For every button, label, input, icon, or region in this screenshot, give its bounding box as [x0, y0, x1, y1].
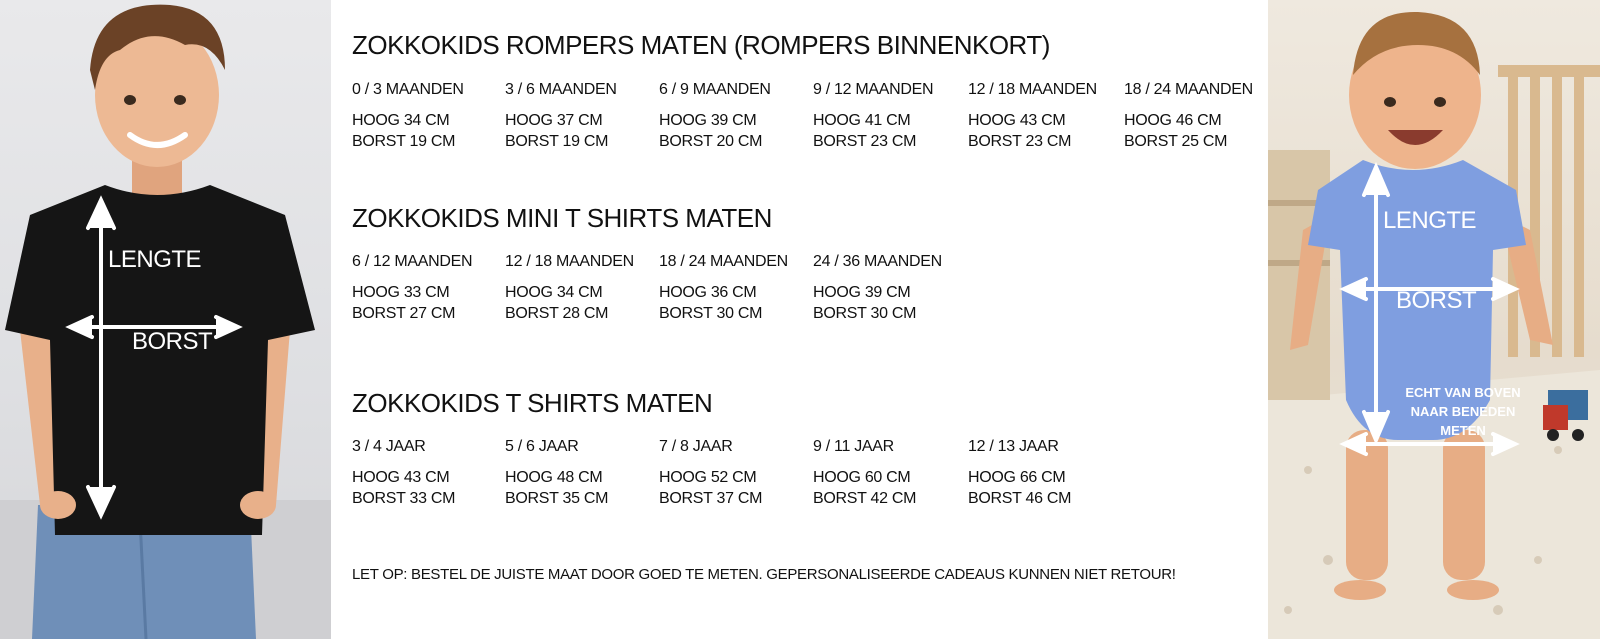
chest-value: BORST 23 CM: [813, 133, 917, 150]
height-value: HOOG 43 CM: [968, 112, 1066, 129]
chest-value: BORST 19 CM: [352, 133, 456, 150]
size-label: 6 / 9 MAANDEN: [659, 81, 771, 98]
height-value: HOOG 41 CM: [813, 112, 911, 129]
size-label: 12 / 13 JAAR: [968, 438, 1059, 455]
size-chart: [331, 0, 1268, 639]
size-column: [352, 81, 504, 152]
height-value: HOOG 46 CM: [1124, 112, 1222, 129]
size-label: 7 / 8 JAAR: [659, 438, 733, 455]
chest-value: BORST 30 CM: [659, 305, 763, 322]
measure-note-line: ECHT VAN BOVEN: [1405, 385, 1521, 400]
size-label: 3 / 4 JAAR: [352, 438, 426, 455]
size-column: [813, 438, 965, 509]
size-label: 12 / 18 MAANDEN: [505, 253, 634, 270]
size-column: [659, 253, 811, 324]
chest-value: BORST 46 CM: [968, 490, 1072, 507]
height-value: HOOG 52 CM: [659, 469, 757, 486]
size-label: 9 / 12 MAANDEN: [813, 81, 934, 98]
height-value: HOOG 43 CM: [352, 469, 450, 486]
chest-value: BORST 20 CM: [659, 133, 763, 150]
length-label: LENGTE: [108, 246, 202, 273]
size-label: 18 / 24 MAANDEN: [1124, 81, 1253, 98]
height-value: HOOG 39 CM: [659, 112, 757, 129]
chest-label: BORST: [132, 328, 213, 355]
boy-tshirt-photo: [0, 0, 331, 639]
height-value: HOOG 39 CM: [813, 284, 911, 301]
size-column: [968, 438, 1120, 509]
chest-value: BORST 23 CM: [968, 133, 1072, 150]
height-value: HOOG 66 CM: [968, 469, 1066, 486]
size-label: 9 / 11 JAAR: [813, 438, 894, 455]
height-value: HOOG 34 CM: [505, 284, 603, 301]
size-label: 24 / 36 MAANDEN: [813, 253, 942, 270]
length-label: LENGTE: [1383, 207, 1477, 234]
boy-illustration: [0, 0, 331, 639]
size-column: [813, 253, 965, 324]
chest-value: BORST 42 CM: [813, 490, 917, 507]
size-label: 6 / 12 MAANDEN: [352, 253, 473, 270]
size-label: 0 / 3 MAANDEN: [352, 81, 464, 98]
chest-value: BORST 27 CM: [352, 305, 456, 322]
size-label: 5 / 6 JAAR: [505, 438, 579, 455]
size-label: 12 / 18 MAANDEN: [968, 81, 1097, 98]
measure-note-line: NAAR BENEDEN: [1410, 404, 1516, 419]
height-value: HOOG 33 CM: [352, 284, 450, 301]
height-value: HOOG 48 CM: [505, 469, 603, 486]
size-label: 3 / 6 MAANDEN: [505, 81, 617, 98]
section-title-rompers: ZOKKOKIDS ROMPERS MATEN (ROMPERS BINNENKORT): [352, 30, 1050, 60]
size-column: [505, 81, 657, 152]
size-column: [505, 438, 657, 509]
height-value: HOOG 60 CM: [813, 469, 911, 486]
size-column: [352, 253, 504, 324]
size-column: [352, 438, 504, 509]
size-column: [968, 81, 1120, 152]
height-value: HOOG 34 CM: [352, 112, 450, 129]
chest-label: BORST: [1396, 287, 1477, 314]
size-column: [1124, 81, 1268, 152]
measure-note-line: METEN: [1440, 423, 1486, 438]
size-column: [813, 81, 965, 152]
chest-value: BORST 19 CM: [505, 133, 609, 150]
size-column: [659, 81, 811, 152]
baby-romper-photo: [1268, 0, 1600, 639]
section-title-mini-tshirts: ZOKKOKIDS MINI T SHIRTS MATEN: [352, 203, 772, 233]
section-title-tshirts: ZOKKOKIDS T SHIRTS MATEN: [352, 388, 713, 418]
chest-value: BORST 37 CM: [659, 490, 763, 507]
chest-value: BORST 25 CM: [1124, 133, 1228, 150]
measure-note: [1403, 383, 1523, 440]
chest-value: BORST 35 CM: [505, 490, 609, 507]
height-value: HOOG 37 CM: [505, 112, 603, 129]
chest-value: BORST 30 CM: [813, 305, 917, 322]
size-label: 18 / 24 MAANDEN: [659, 253, 788, 270]
height-value: HOOG 36 CM: [659, 284, 757, 301]
chest-value: BORST 28 CM: [505, 305, 609, 322]
size-column: [505, 253, 657, 324]
chest-value: BORST 33 CM: [352, 490, 456, 507]
return-policy-note: LET OP: BESTEL DE JUISTE MAAT DOOR GOED TE METEN. GEPERSONALISEERDE CADEAUS KUNNEN NIET RETOUR!: [352, 566, 1176, 583]
baby-illustration: [1268, 0, 1600, 639]
size-column: [659, 438, 811, 509]
